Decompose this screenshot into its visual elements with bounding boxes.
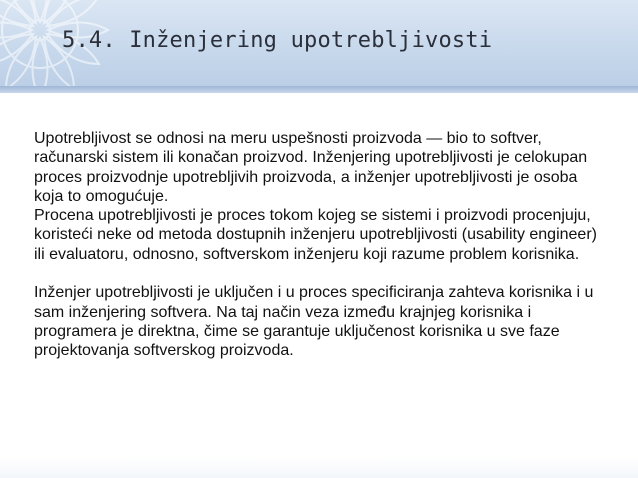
slide-title: 5.4. Inženjering upotrebljivosti <box>62 28 493 53</box>
paragraph-usability-engineer-role: Inženjer upotrebljivosti je uključen i u proces specificiranja zahteva korisnika i u sam inženjering softvera. Na taj način veza između krajnjeg korisnika i programera je direktna, čime se garantuje uključenost korisnika u sve faze projektovanja softverskog proizvoda. <box>34 284 594 360</box>
slide-header <box>0 0 638 93</box>
paragraph-spacer <box>34 264 609 283</box>
paragraph-usability-definition: Upotrebljivost se odnosi na meru uspešnosti proizvoda — bio to softver, računarski sistem ili konačan proizvod. Inženjering upotrebljivosti je celokupan proces proizvodnje upotrebljivih proizvoda, a inženjer upotrebljivosti je osoba koja to omogućuje. <box>34 130 588 205</box>
slide-footer-shade <box>0 458 638 478</box>
header-divider <box>0 86 638 93</box>
slide-body <box>34 129 609 361</box>
paragraph-usability-evaluation: Procena upotrebljivosti je proces tokom kojeg se sistemi i proizvodi procenjuju, koristeći neke od metoda dostupnih inženjeru upotrebljivosti (usability engineer) ili evaluatoru, odnosno, softverskom inženjeru koji razume problem korisnika. <box>34 207 597 263</box>
